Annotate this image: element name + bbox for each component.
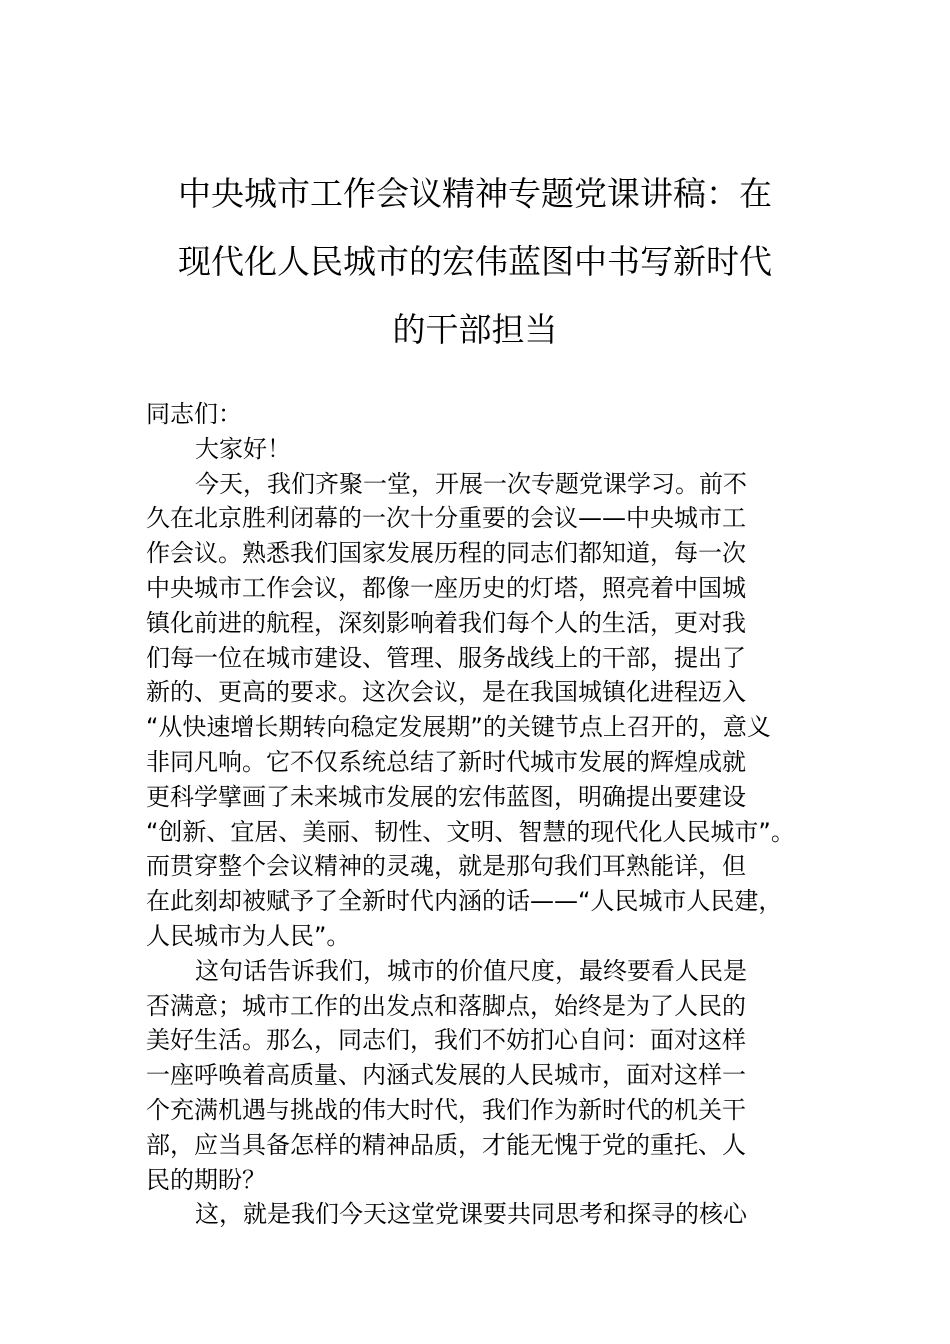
document-body: [146, 397, 836, 1232]
text-line: 们每一位在城市建设、管理、服务战线上的干部，提出了: [146, 643, 746, 672]
document-title: [120, 160, 830, 364]
text-line: 在此刻却被赋予了全新时代内涵的话——“人民城市人民建，: [146, 887, 783, 916]
text-line: 民的期盼？: [146, 1165, 266, 1194]
text-line: 作会议。熟悉我们国家发展历程的同志们都知道，每一次: [146, 539, 746, 568]
text-line: “从快速增长期转向稳定发展期”的关键节点上召开的，意义: [146, 713, 771, 742]
text-line: 个充满机遇与挑战的伟大时代，我们作为新时代的机关干: [146, 1095, 746, 1124]
text-line: 新的、更高的要求。这次会议，是在我国城镇化进程迈入: [146, 678, 746, 707]
title-line: 现代化人民城市的宏伟蓝图中书写新时代: [178, 242, 772, 281]
text-line: 非同凡响。它不仅系统总结了新时代城市发展的辉煌成就: [146, 747, 746, 776]
title-line: 中央城市工作会议精神专题党课讲稿：在: [178, 174, 772, 213]
text-line: 而贯穿整个会议精神的灵魂，就是那句我们耳熟能详，但: [146, 852, 746, 881]
text-line: 这句话告诉我们，城市的价值尺度，最终要看人民是: [195, 956, 747, 985]
text-line: 人民城市为人民”。: [146, 921, 351, 950]
salutation: 同志们：: [146, 400, 242, 428]
title-line: 的干部担当: [392, 310, 558, 349]
text-line: 今天，我们齐聚一堂，开展一次专题党课学习。前不: [195, 469, 747, 498]
paragraph-1: [146, 467, 836, 954]
text-line: 更科学擘画了未来城市发展的宏伟蓝图，明确提出要建设: [146, 782, 746, 811]
text-line: “创新、宜居、美丽、韧性、文明、智慧的现代化人民城市”。: [146, 817, 795, 846]
text-line: 镇化前进的航程，深刻影响着我们每个人的生活，更对我: [146, 608, 746, 637]
greeting: 大家好！: [195, 434, 291, 463]
paragraph-2: [146, 954, 836, 1198]
text-line: 中央城市工作会议，都像一座历史的灯塔，照亮着中国城: [146, 573, 746, 602]
paragraph-3: [146, 1197, 836, 1232]
text-line: 久在北京胜利闭幕的一次十分重要的会议——中央城市工: [146, 504, 746, 533]
text-line: 这，就是我们今天这堂党课要共同思考和探寻的核心: [195, 1200, 747, 1229]
text-line: 部，应当具备怎样的精神品质，才能无愧于党的重托、人: [146, 1130, 746, 1159]
text-line: 一座呼唤着高质量、内涵式发展的人民城市，面对这样一: [146, 1061, 746, 1090]
text-line: 美好生活。那么，同志们，我们不妨扪心自问：面对这样: [146, 1026, 746, 1055]
text-line: 否满意；城市工作的出发点和落脚点，始终是为了人民的: [146, 991, 746, 1020]
